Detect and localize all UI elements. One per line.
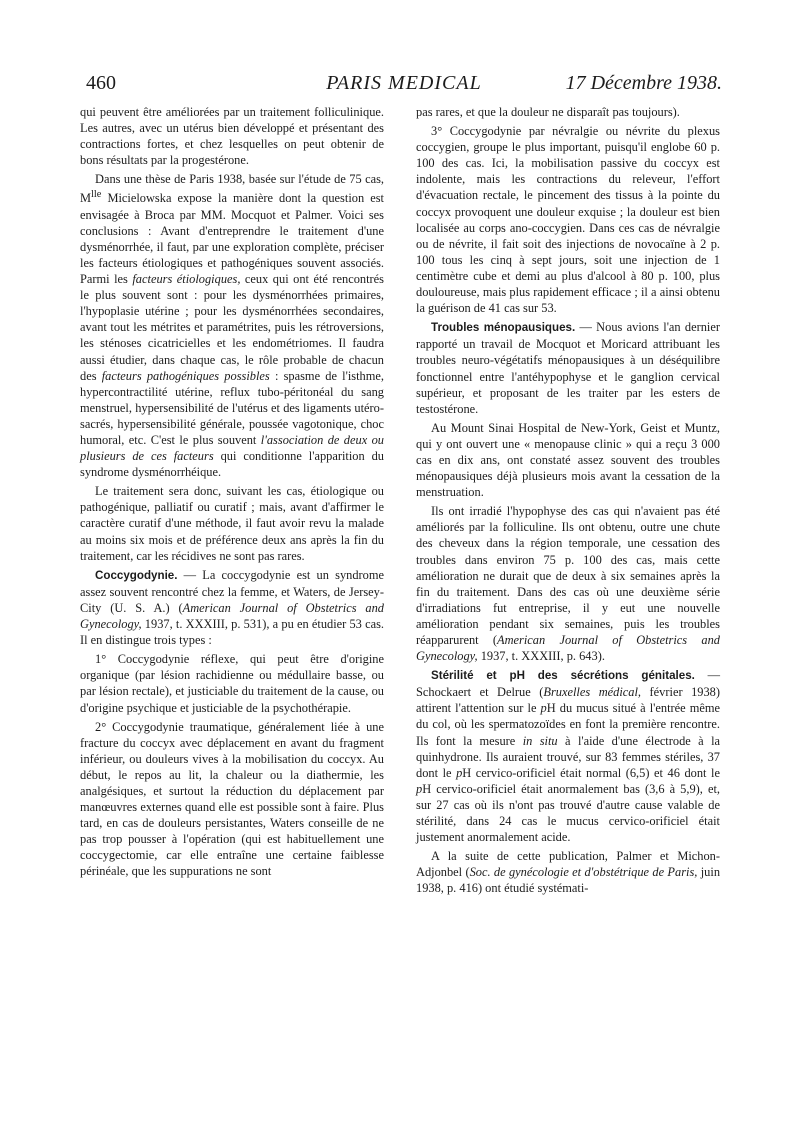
paragraph-traumatique-end: pas rares, et que la douleur ne disparaît pas toujours). [416,105,680,119]
right-column [416,104,720,897]
paragraph-irradiation: Ils ont irradié l'hypophyse des cas qui n'avaient pas été améliorés par la folliculine. Ils ont obtenu, outre une chute des cheveux dans la région temporale, une cessation des troubles dans environ 75 p. 100 des cas, mais cette amélioration ne durait que de deux à six semaines après la fin du traitement. Dans des cas où une deuxième série d'irradiations fut entreprise, il y eut une nouvelle amélioration pendant six semaines, puis les troubles réapparurent (American Journal of Obstetrics and Gynecology, 1937, t. XXXIII, p. 643). [416,504,720,664]
paragraph-micielowska-thesis: Dans une thèse de Paris 1938, basée sur l'étude de 75 cas, $M^{lle}$ Micielowska expose la manière dont la question est envisagée à Broca par MM. Mocquot et Palmer. Voici ses conclusions : Avant d'entreprendre le traitement d'une dysménorrhée, il faut, par une exploration complète, préciser les facteurs étiologiques et pathogéniques souvent associés. Parmi les facteurs étiologiques, ceux qui ont été rencontrés le plus souvent sont : pour les dysménorrhées primaires, l'hypoplasie utérine ; pour les dysménorrhées secondaires, avant tout les métrites et paramétrites, puis les rétroversions, les sténoses cicatricielles et les endométriomes. Il faudra aussi étudier, dans chaque cas, le rôle probable de chacun des facteurs pathogéniques possibles : spasme de l'isthme, hypercontractilité utérine, reflux tubo-péritonéal du sang menstruel, hypersensibilité de l'utérus et des ligaments utéro-sacrés, hypersensibilité générale, poussée vagotonique, choc humoral, etc. C'est le plus souvent l'association de deux ou plusieurs de ces facteurs qui conditionne l'apparition du syndrome dysménorrhéique. [80,172,384,480]
running-header [86,72,722,102]
paragraph-coccygodynie: Coccygodynie. — La coccygodynie est un syndrome assez souvent rencontré chez la femme, et Waters, de Jersey-City (U. S. A.) (American Journal of Obstetrics and Gynecology, 1937, t. XXXIII, p. 531), a pu en étudier 53 cas. Il en distingue trois types : [80,567,384,648]
paragraph-treatment: Le traitement sera donc, suivant les cas, étiologique ou pathogénique, palliatif ou curatif ; mais, avant d'affirmer le caractère curatif d'une méthode, il faut avoir revu la malade au moins six mois et de préférence deux ans après la fin du traitement, car les récidives ne sont pas rares. [80,484,384,563]
paragraph-type-reflexe: 1° Coccygodynie réflexe, qui peut être d'origine organique (par lésion rachidienne ou médullaire basse, ou par lésion rectale), et justiciable du traitement de la cause, ou d'origine psychique et justiciable de la psychothérapie. [80,652,384,715]
paragraph-palmer-michon: A la suite de cette publication, Palmer et Michon-Adjonbel (Soc. de gynécologie et d'obstétrique de Paris, juin 1938, p. 416) ont étudié systémati- [416,849,721,896]
left-column [80,104,384,880]
page-number: 460 [86,72,116,94]
paragraph-dysmenorrhea-end: qui peuvent être améliorées par un traitement folliculinique. Les autres, avec un utérus bien développé et présentant des contractions fortes, et chez lesquelles on peut obtenir de bons résultats par la progestérone. [80,105,384,168]
section-title-troubles-menopausiques: Troubles ménopausiques. [431,321,576,335]
section-title-coccygodynie: Coccygodynie. [95,568,178,582]
journal-title: PARIS MEDICAL [326,72,482,94]
paragraph-mount-sinai: Au Mount Sinai Hospital de New-York, Geist et Muntz, qui y ont ouvert une « menopause clinic » qui a reçu 3 000 cas en dix ans, ont constaté assez souvent des troubles ménopausiques déjà plusieurs mois avant la cessation de la menstruation. [416,420,720,500]
issue-date: 17 Décembre 1938. [565,72,722,94]
paragraph-type-nevralgie: 3° Coccygodynie par névralgie ou névrite du plexus coccygien, groupe le plus important, puisqu'il englobe 60 p. 100 des cas. Ici, la mobilisation passive du coccyx est indolente, mais les contractions du releveur, l'effort d'évacuation rectale, le pincement des tissus à la pointe du coccyx provoquent une douleur exquise ; la douleur est bien localisée au corps ano-coccygien. Dans ces cas de névralgie ou de névrite, il fait soit des injections de novocaïne à 2 p. 100 tous les cinq à sept jours, soit une injection de 1 centimètre cube et demi au plus d'alcool à 80 p. 100, plus douloureuse, mais plus rapidement efficace ; il a ainsi obtenu la guérison de 41 cas sur 53. [416,124,720,316]
paragraph-type-traumatique: 2° Coccygodynie traumatique, généralement liée à une fracture du coccyx avec déplacement en avant du fragment inférieur, ou douleurs vives à la mobilisation du coccyx. Au début, le repos au lit, la chaleur ou la diathermie, les analgésiques, et surtout la réduction du déplacement par manœuvres externes quand elle est possible sont à faire. Plus tard, en cas de douleurs persistantes, Waters conseille de ne pas trop pousser à l'opération (qui est habituellement une coccygectomie, car elle entraîne une certaine faiblesse périnéale, que les suppurations ne sont [80,719,384,879]
paragraph-sterilite-ph: Stérilité et pH des sécrétions génitales. — Schockaert et Delrue (Bruxelles médical, février 1938) attirent l'attention sur le pH du mucus situé à l'entrée même du col, où les spermatozoïdes en font la première rencontre. Ils font la mesure in situ à l'aide d'une électrode à la quinhydrone. Ils auraient trouvé, sur 83 femmes stériles, 37 dont le pH cervico-orificiel était normal (6,5) et 46 dont le pH cervico-orificiel était anormalement bas (3,6 à 5,9), et, sur 27 cas où ils n'ont pas trouvé d'autre cause valable de stérilité, dans 24 cas le mucus cervico-orificiel était justement anormalement acide. [416,668,721,845]
paragraph-troubles-menopausiques: Troubles ménopausiques. — Nous avions l'an dernier rapporté un travail de Mocquot et Moricard attribuant les troubles neuro-végétatifs ménopausiques à un déséquilibre fonctionnel entre l'antéhypophyse et le ganglion cervical supérieur, et proposant de les traiter par les esters de testostérone. [416,320,720,416]
section-title-sterilite-ph: Stérilité et pH des sécrétions génitales. [431,669,695,683]
